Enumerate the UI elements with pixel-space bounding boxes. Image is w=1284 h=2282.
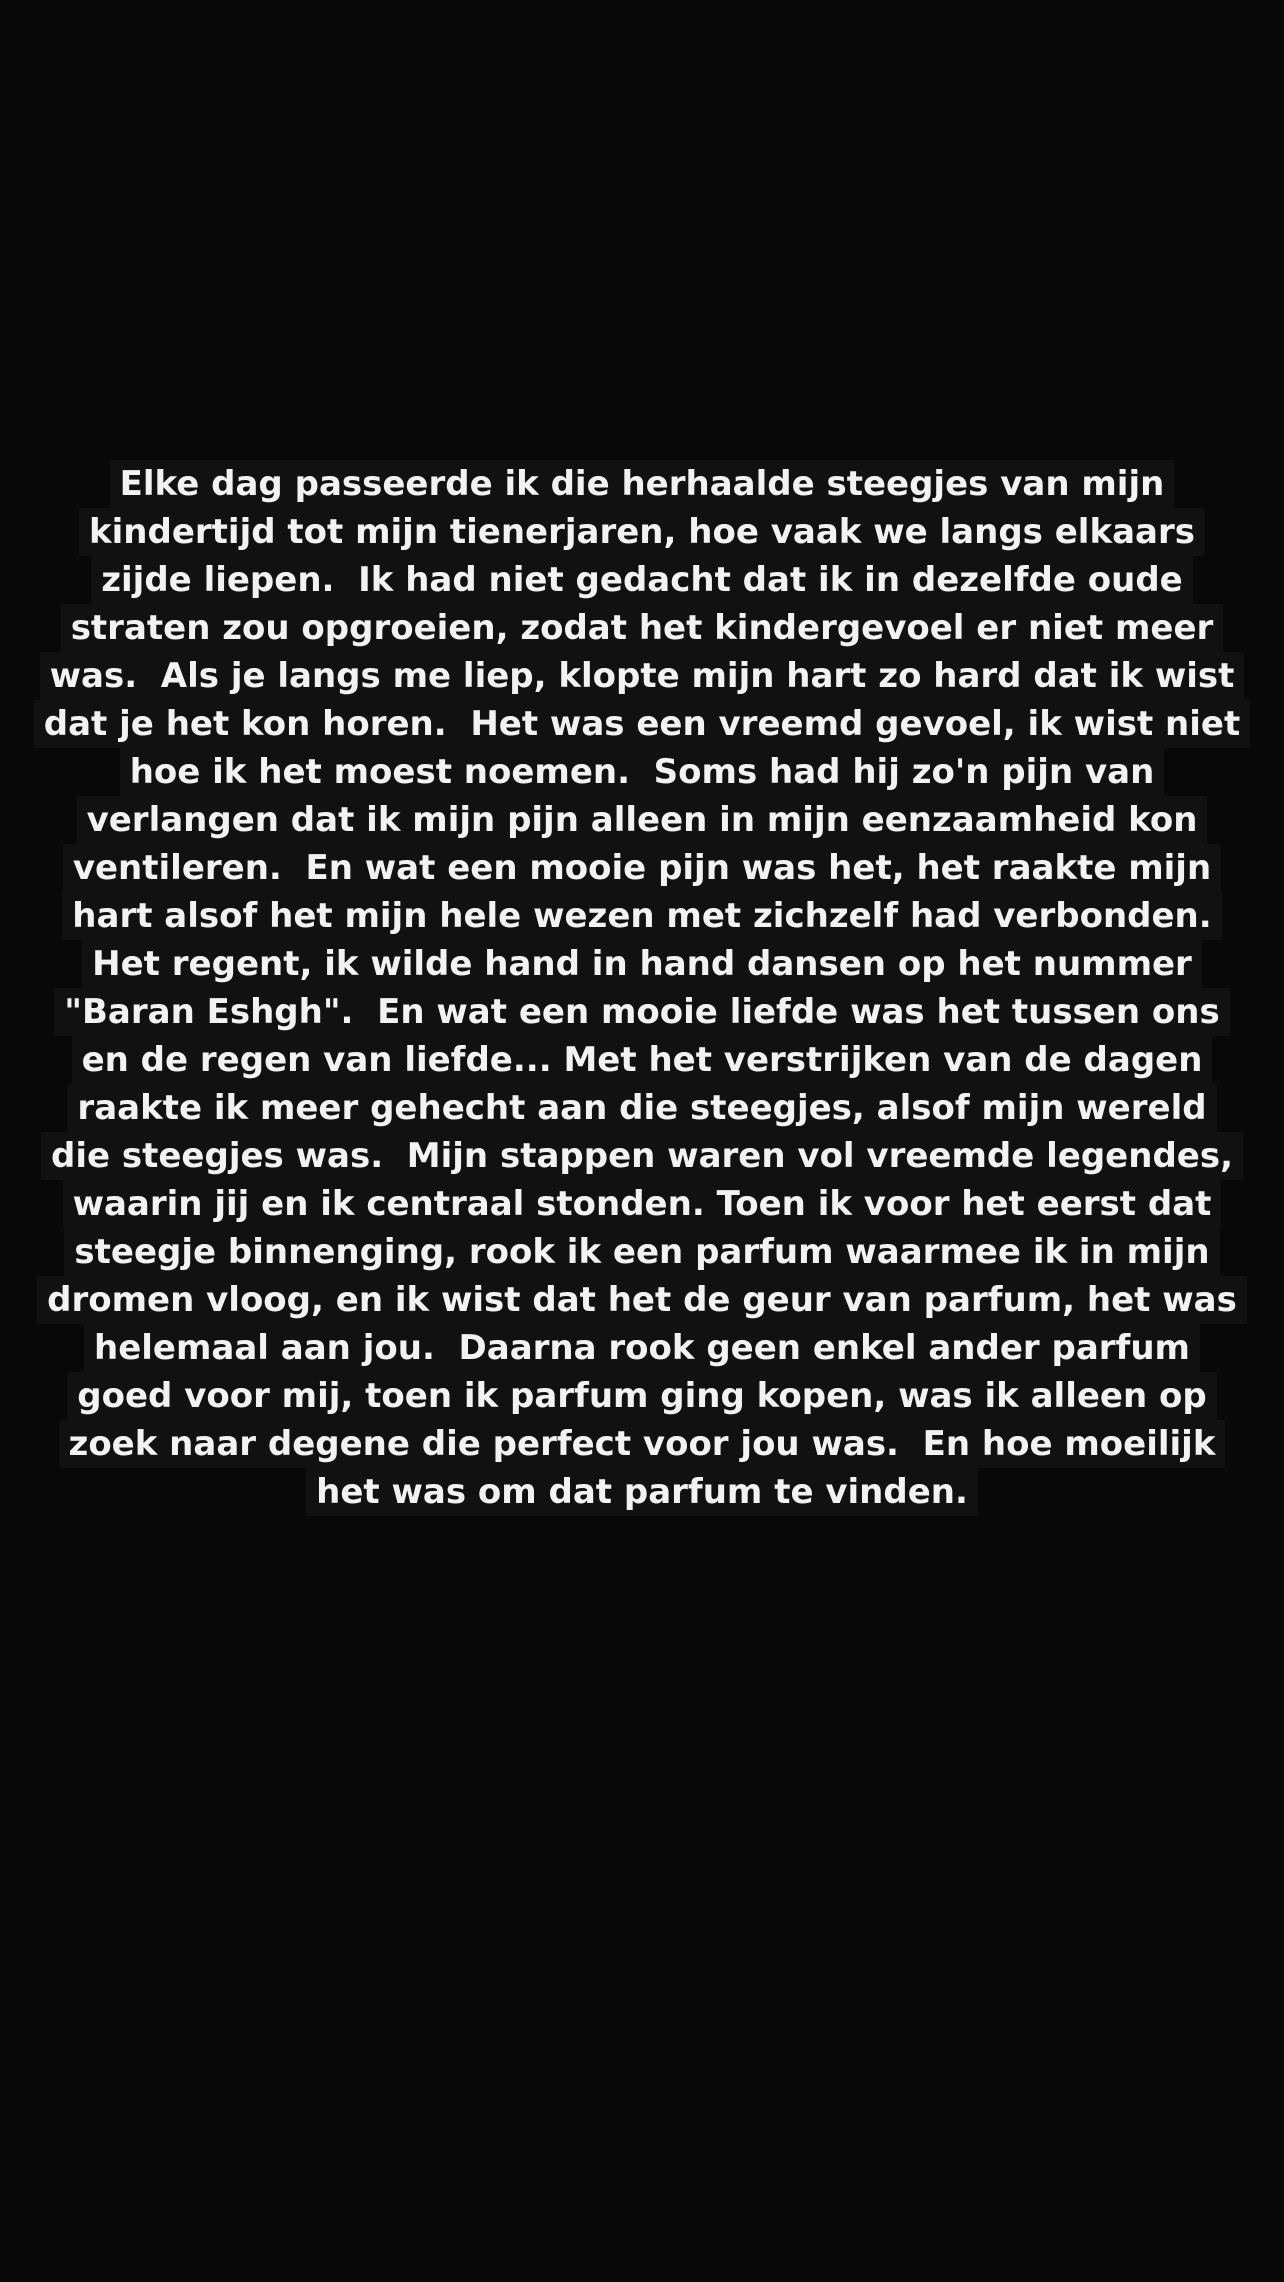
story-text-line: ventileren. En wat een mooie pijn was het, het raakte mijn xyxy=(63,844,1221,892)
story-text-line: straten zou opgroeien, zodat het kindergevoel er niet meer xyxy=(61,604,1224,652)
story-text-line: het was om dat parfum te vinden. xyxy=(306,1468,978,1516)
story-text-line: raakte ik meer gehecht aan die steegjes, alsof mijn wereld xyxy=(67,1084,1216,1132)
story-text-line: goed voor mij, toen ik parfum ging kopen, was ik alleen op xyxy=(67,1372,1216,1420)
story-text-line: helemaal aan jou. Daarna rook geen enkel ander parfum xyxy=(84,1324,1200,1372)
story-text-block xyxy=(0,460,1284,1516)
story-text-line: Elke dag passeerde ik die herhaalde steegjes van mijn xyxy=(110,460,1175,508)
story-text-line: kindertijd tot mijn tienerjaren, hoe vaak we langs elkaars xyxy=(79,508,1205,556)
story-text-line: dat je het kon horen. Het was een vreemd gevoel, ik wist niet xyxy=(34,700,1250,748)
story-text-line: dromen vloog, en ik wist dat het de geur van parfum, het was xyxy=(37,1276,1247,1324)
story-text-line: "Baran Eshgh". En wat een mooie liefde was het tussen ons xyxy=(54,988,1229,1036)
story-text-line: was. Als je langs me liep, klopte mijn hart zo hard dat ik wist xyxy=(40,652,1245,700)
story-text-line: die steegjes was. Mijn stappen waren vol vreemde legendes, xyxy=(41,1132,1243,1180)
story-text-line: verlangen dat ik mijn pijn alleen in mijn eenzaamheid kon xyxy=(77,796,1208,844)
story-text-line: hoe ik het moest noemen. Soms had hij zo'n pijn van xyxy=(120,748,1165,796)
story-text-line: zijde liepen. Ik had niet gedacht dat ik in dezelfde oude xyxy=(91,556,1193,604)
story-text-line: Het regent, ik wilde hand in hand dansen op het nummer xyxy=(82,940,1202,988)
story-text-line: steegje binnenging, rook ik een parfum waarmee ik in mijn xyxy=(64,1228,1219,1276)
story-text-line: zoek naar degene die perfect voor jou was. En hoe moeilijk xyxy=(59,1420,1226,1468)
story-text-line: hart alsof het mijn hele wezen met zichzelf had verbonden. xyxy=(62,892,1221,940)
story-text-line: en de regen van liefde... Met het verstrijken van de dagen xyxy=(72,1036,1213,1084)
story-text-line: waarin jij en ik centraal stonden. Toen ik voor het eerst dat xyxy=(63,1180,1222,1228)
